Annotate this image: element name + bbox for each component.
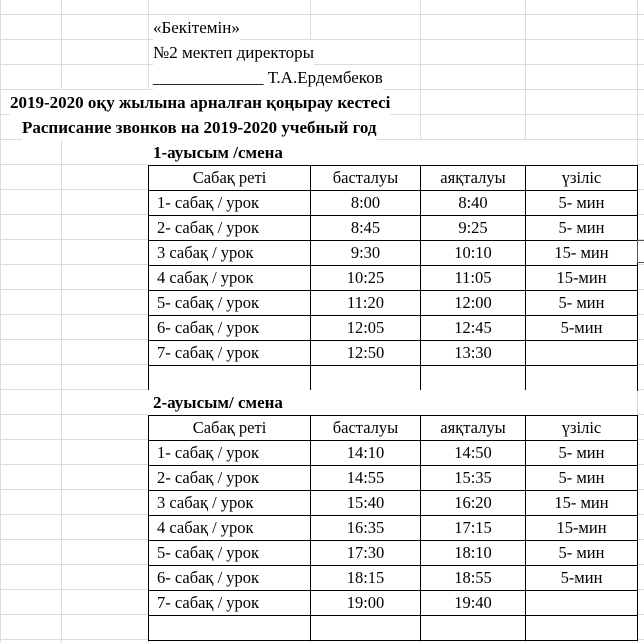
shift-2-schedule xyxy=(148,390,637,641)
lesson-cell[interactable]: 3 сабақ / урок xyxy=(149,241,311,266)
lesson-cell[interactable]: 4 сабақ / урок xyxy=(149,266,311,291)
break-cell[interactable]: 5- мин xyxy=(526,441,638,466)
approval-signature-line: _____________ Т.А.Ердембеков xyxy=(153,65,383,90)
lesson-cell[interactable]: 6- сабақ / урок xyxy=(149,316,311,341)
table-header-row xyxy=(149,416,638,441)
lesson-cell[interactable]: 5- сабақ / урок xyxy=(149,291,311,316)
end-cell[interactable]: 14:50 xyxy=(421,441,526,466)
break-cell[interactable]: 5- мин xyxy=(526,291,638,316)
end-cell[interactable]: 18:55 xyxy=(421,566,526,591)
end-cell[interactable]: 18:10 xyxy=(421,541,526,566)
end-cell[interactable]: 15:35 xyxy=(421,466,526,491)
table-row xyxy=(149,441,638,466)
start-cell[interactable]: 12:05 xyxy=(311,316,421,341)
shift-2-table xyxy=(148,415,638,641)
end-cell[interactable]: 10:10 xyxy=(421,241,526,266)
end-cell[interactable]: 9:25 xyxy=(421,216,526,241)
table-row xyxy=(149,191,638,216)
header-break: үзіліс xyxy=(526,166,638,191)
end-cell[interactable]: 8:40 xyxy=(421,191,526,216)
empty-cell[interactable] xyxy=(149,366,311,391)
empty-cell[interactable] xyxy=(526,616,638,641)
break-cell[interactable]: 5- мин xyxy=(526,216,638,241)
lesson-cell[interactable]: 5- сабақ / урок xyxy=(149,541,311,566)
table-header-row xyxy=(149,166,638,191)
approval-line-1: «Бекітемін» xyxy=(153,15,240,40)
table-row xyxy=(149,566,638,591)
start-cell[interactable]: 15:40 xyxy=(311,491,421,516)
title-russian: Расписание звонков на 2019-2020 учебный год xyxy=(22,115,377,140)
table-row xyxy=(149,591,638,616)
lesson-cell[interactable]: 4 сабақ / урок xyxy=(149,516,311,541)
lesson-cell[interactable]: 2- сабақ / урок xyxy=(149,466,311,491)
start-cell[interactable]: 19:00 xyxy=(311,591,421,616)
shift-1-schedule xyxy=(148,140,637,391)
title-kazakh: 2019-2020 оқу жылына арналған қоңырау кестесі xyxy=(10,90,390,115)
start-cell[interactable]: 9:30 xyxy=(311,241,421,266)
lesson-cell[interactable]: 7- сабақ / урок xyxy=(149,591,311,616)
break-cell[interactable]: 5- мин xyxy=(526,541,638,566)
header-end: аяқталуы xyxy=(421,166,526,191)
end-cell[interactable]: 12:00 xyxy=(421,291,526,316)
lesson-cell[interactable]: 1- сабақ / урок xyxy=(149,191,311,216)
header-end: аяқталуы xyxy=(421,416,526,441)
break-cell[interactable]: 15- мин xyxy=(526,491,638,516)
start-cell[interactable]: 12:50 xyxy=(311,341,421,366)
break-cell[interactable]: 5- мин xyxy=(526,466,638,491)
table-row xyxy=(149,466,638,491)
empty-cell[interactable] xyxy=(311,616,421,641)
end-cell[interactable]: 17:15 xyxy=(421,516,526,541)
table-row xyxy=(149,216,638,241)
table-row xyxy=(149,516,638,541)
empty-cell[interactable] xyxy=(421,616,526,641)
shift-1-table xyxy=(148,165,638,391)
approval-line-2: №2 мектеп директоры xyxy=(153,40,314,65)
break-cell[interactable]: 5- мин xyxy=(526,191,638,216)
empty-row xyxy=(149,366,638,391)
header-lesson-order: Сабақ реті xyxy=(149,416,311,441)
empty-cell[interactable] xyxy=(311,366,421,391)
start-cell[interactable]: 18:15 xyxy=(311,566,421,591)
start-cell[interactable]: 10:25 xyxy=(311,266,421,291)
empty-cell[interactable] xyxy=(149,616,311,641)
header-start: басталуы xyxy=(311,166,421,191)
table-row xyxy=(149,291,638,316)
shift-2-title: 2-ауысым/ смена xyxy=(148,390,637,415)
start-cell[interactable]: 16:35 xyxy=(311,516,421,541)
header-break: үзіліс xyxy=(526,416,638,441)
break-cell[interactable]: 5-мин xyxy=(526,316,638,341)
shift-1-title: 1-ауысым /смена xyxy=(148,140,637,165)
lesson-cell[interactable]: 1- сабақ / урок xyxy=(149,441,311,466)
end-cell[interactable]: 16:20 xyxy=(421,491,526,516)
header-start: басталуы xyxy=(311,416,421,441)
break-cell[interactable] xyxy=(526,591,638,616)
table-row xyxy=(149,341,638,366)
table-row xyxy=(149,541,638,566)
table-row xyxy=(149,241,638,266)
start-cell[interactable]: 8:00 xyxy=(311,191,421,216)
empty-row xyxy=(149,616,638,641)
cell-selection-marker xyxy=(637,240,644,263)
header-lesson-order: Сабақ реті xyxy=(149,166,311,191)
empty-cell[interactable] xyxy=(421,366,526,391)
lesson-cell[interactable]: 7- сабақ / урок xyxy=(149,341,311,366)
lesson-cell[interactable]: 2- сабақ / урок xyxy=(149,216,311,241)
table-row xyxy=(149,266,638,291)
start-cell[interactable]: 14:55 xyxy=(311,466,421,491)
lesson-cell[interactable]: 6- сабақ / урок xyxy=(149,566,311,591)
start-cell[interactable]: 14:10 xyxy=(311,441,421,466)
table-row xyxy=(149,316,638,341)
break-cell[interactable]: 5-мин xyxy=(526,566,638,591)
break-cell[interactable]: 15-мин xyxy=(526,266,638,291)
break-cell[interactable]: 15-мин xyxy=(526,516,638,541)
empty-cell[interactable] xyxy=(526,366,638,391)
start-cell[interactable]: 17:30 xyxy=(311,541,421,566)
end-cell[interactable]: 11:05 xyxy=(421,266,526,291)
end-cell[interactable]: 19:40 xyxy=(421,591,526,616)
end-cell[interactable]: 13:30 xyxy=(421,341,526,366)
break-cell[interactable] xyxy=(526,341,638,366)
table-row xyxy=(149,491,638,516)
break-cell[interactable]: 15- мин xyxy=(526,241,638,266)
start-cell[interactable]: 8:45 xyxy=(311,216,421,241)
lesson-cell[interactable]: 3 сабақ / урок xyxy=(149,491,311,516)
start-cell[interactable]: 11:20 xyxy=(311,291,421,316)
end-cell[interactable]: 12:45 xyxy=(421,316,526,341)
